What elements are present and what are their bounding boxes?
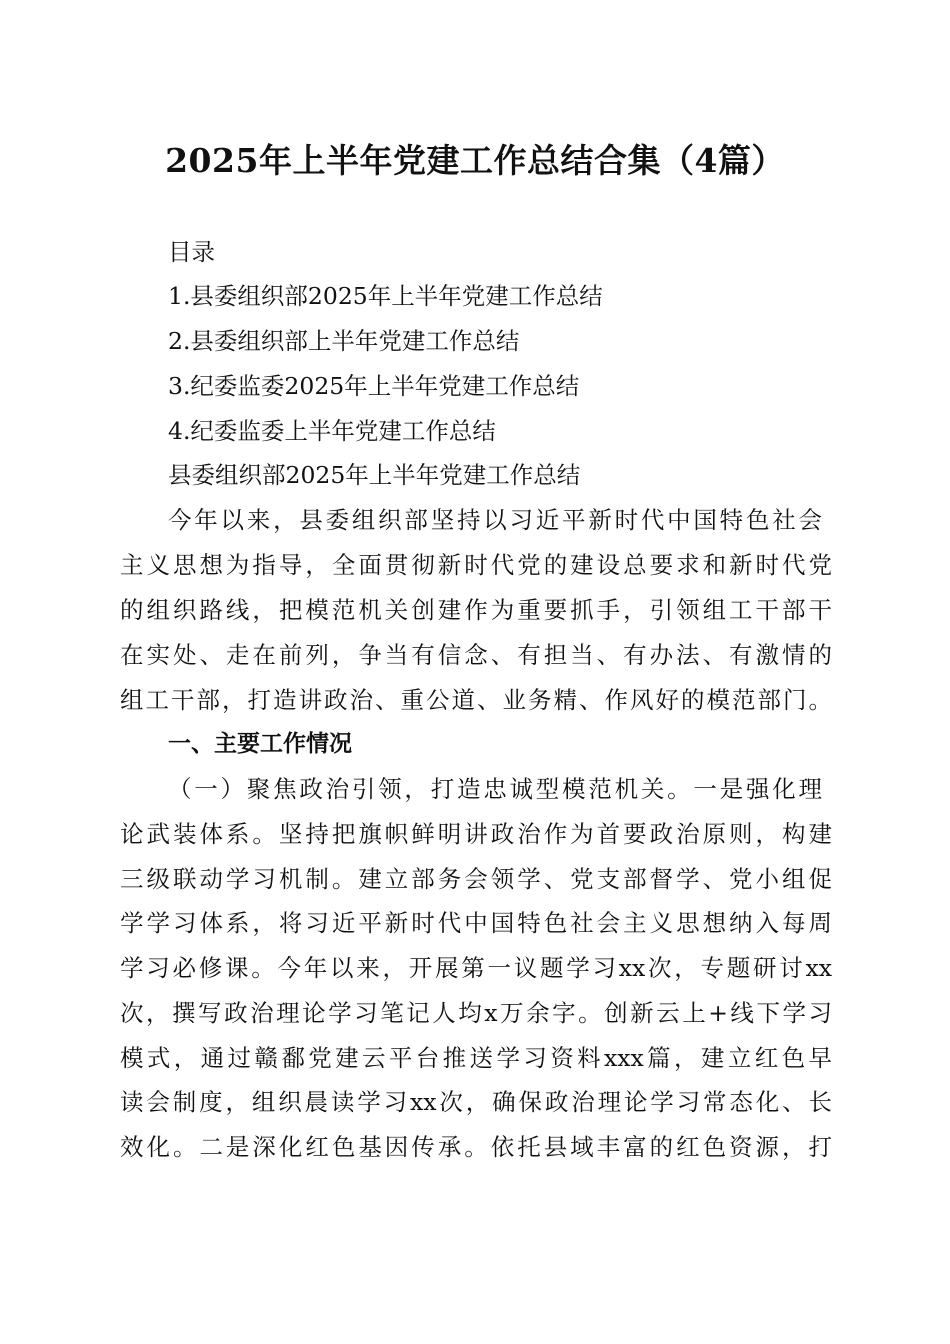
body-line: 效化。二是深化红色基因传承。依托县域丰富的红色资源，打 [120,1133,832,1161]
intro-line: 在实处、走在前列，争当有信念、有担当、有办法、有激情的 [120,641,832,669]
body-line: 次，撰写政治理论学习笔记人均x万余字。创新云上+线下学习 [120,999,832,1027]
section-heading: 一、主要工作情况 [168,731,352,757]
body-line: 读会制度，组织晨读学习xx次，确保政治理论学习常态化、长 [120,1088,832,1116]
intro-line: 主义思想为指导，全面贯彻新时代党的建设总要求和新时代党 [120,551,832,579]
toc-label: 目录 [168,238,215,266]
body-line: 三级联动学习机制。建立部务会领学、党支部督学、党小组促 [120,865,832,893]
body-line: （一）聚焦政治引领，打造忠诚型模范机关。一是强化理 [168,775,822,803]
article-title: 县委组织部2025年上半年党建工作总结 [168,461,581,489]
toc-item-2: 2.县委组织部上半年党建工作总结 [168,327,520,355]
document-title: 2025年上半年党建工作总结合集（4篇） [165,141,785,180]
body-line: 学习必修课。今年以来，开展第一议题学习xx次，专题研讨xx [120,954,832,982]
intro-line: 的组织路线，把模范机关创建作为重要抓手，引领组工干部干 [120,596,832,624]
body-line: 模式，通过赣鄱党建云平台推送学习资料xxx篇，建立红色早 [120,1044,832,1072]
intro-line: 今年以来，县委组织部坚持以习近平新时代中国特色社会 [168,506,822,534]
body-line: 论武装体系。坚持把旗帜鲜明讲政治作为首要政治原则，构建 [120,820,832,848]
toc-item-4: 4.纪委监委上半年党建工作总结 [168,417,496,445]
toc-item-3: 3.纪委监委2025年上半年党建工作总结 [168,372,580,400]
toc-item-1: 1.县委组织部2025年上半年党建工作总结 [168,282,603,310]
body-line: 学学习体系，将习近平新时代中国特色社会主义思想纳入每周 [120,909,832,937]
intro-line: 组工干部，打造讲政治、重公道、业务精、作风好的模范部门。 [120,686,832,714]
